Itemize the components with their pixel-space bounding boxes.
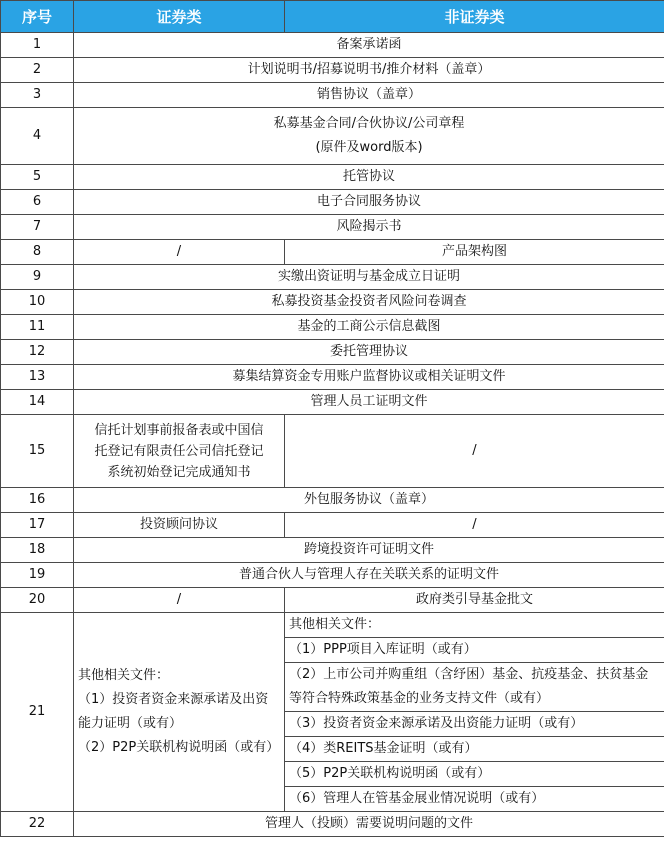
row-no: 2 (1, 58, 74, 83)
row-securities-other-files (74, 613, 285, 812)
row-text: 实缴出资证明与基金成立日证明 (74, 265, 664, 290)
table-row (1, 58, 664, 83)
table-row (1, 315, 664, 340)
row-no: 3 (1, 83, 74, 108)
table-row (1, 588, 664, 613)
row-text: 私募投资基金投资者风险问卷调查 (74, 290, 664, 315)
row-no: 5 (1, 165, 74, 190)
row-no: 17 (1, 513, 74, 538)
other-files-item: （5）P2P关联机构说明函（或有） (285, 762, 664, 787)
table-row (1, 365, 664, 390)
row-text: 普通合伙人与管理人存在关联关系的证明文件 (74, 563, 664, 588)
row-text: 管理人（投顾）需要说明问题的文件 (74, 812, 664, 837)
row-no: 14 (1, 390, 74, 415)
row-no: 11 (1, 315, 74, 340)
table-row (1, 215, 664, 240)
row-no: 6 (1, 190, 74, 215)
row-text-line2: (原件及word版本) (315, 140, 423, 155)
other-files-item: （3）投资者资金来源承诺及出资能力证明（或有） (285, 712, 664, 737)
table-row (1, 812, 664, 837)
row-securities-line1: 信托计划事前报备表或中国信 (94, 422, 264, 438)
table-row (1, 613, 664, 638)
row-no: 21 (1, 613, 74, 812)
row-no: 15 (1, 415, 74, 488)
other-files-item: （4）类REITS基金证明（或有） (285, 737, 664, 762)
row-text: 电子合同服务协议 (74, 190, 664, 215)
row-no: 13 (1, 365, 74, 390)
row-no: 4 (1, 108, 74, 165)
row-securities-line3: 系统初始登记完成通知书 (107, 464, 251, 480)
row-no: 9 (1, 265, 74, 290)
header-no: 序号 (1, 1, 74, 33)
table-row (1, 390, 664, 415)
row-securities-line2: 托登记有限责任公司信托登记 (94, 443, 264, 459)
row-no: 16 (1, 488, 74, 513)
row-securities: / (74, 240, 285, 265)
table-row (1, 240, 664, 265)
row-text: 管理人员工证明文件 (74, 390, 664, 415)
table-row (1, 190, 664, 215)
row-no: 22 (1, 812, 74, 837)
row-text: 募集结算资金专用账户监督协议或相关证明文件 (74, 365, 664, 390)
row-non-securities: / (285, 513, 664, 538)
table-row (1, 415, 664, 488)
header-row (1, 1, 664, 33)
table-row (1, 165, 664, 190)
table-row (1, 538, 664, 563)
row-no: 7 (1, 215, 74, 240)
other-files-item: （2）P2P关联机构说明函（或有） (78, 740, 280, 755)
row-text: 外包服务协议（盖章） (74, 488, 664, 513)
row-securities-multiline (74, 415, 285, 488)
row-no: 12 (1, 340, 74, 365)
row-non-securities: 政府类引导基金批文 (285, 588, 664, 613)
header-securities: 证券类 (74, 1, 285, 33)
table-row (1, 340, 664, 365)
other-files-item: （2）上市公司并购重组（含纾困）基金、抗疫基金、扶贫基金等符合特殊政策基金的业务支持文件（或有） (285, 663, 664, 712)
row-securities: 投资顾问协议 (74, 513, 285, 538)
row-non-securities: 产品架构图 (285, 240, 664, 265)
row-no: 18 (1, 538, 74, 563)
other-files-item: （6）管理人在管基金展业情况说明（或有） (285, 787, 664, 812)
row-text: 备案承诺函 (74, 33, 664, 58)
row-non-securities: / (285, 415, 664, 488)
table-row (1, 563, 664, 588)
row-text: 托管协议 (74, 165, 664, 190)
other-files-title: 其他相关文件： (78, 668, 170, 683)
row-text: 基金的工商公示信息截图 (74, 315, 664, 340)
row-text: 销售协议（盖章） (74, 83, 664, 108)
table-row (1, 33, 664, 58)
row-securities: / (74, 588, 285, 613)
row-no: 19 (1, 563, 74, 588)
other-files-title: 其他相关文件： (285, 613, 664, 638)
other-files-item: （1）PPP项目入库证明（或有） (285, 638, 664, 663)
row-text-line1: 私募基金合同/合伙协议/公司章程 (273, 116, 465, 131)
table-row (1, 290, 664, 315)
row-no: 1 (1, 33, 74, 58)
header-non-securities: 非证券类 (285, 1, 664, 33)
other-files-item: （1）投资者资金来源承诺及出资能力证明（或有） (78, 692, 269, 731)
row-text: 风险揭示书 (74, 215, 664, 240)
table-row (1, 513, 664, 538)
table-row (1, 488, 664, 513)
table-row (1, 265, 664, 290)
table-row (1, 83, 664, 108)
row-text-multiline (74, 108, 664, 165)
row-no: 20 (1, 588, 74, 613)
row-text: 委托管理协议 (74, 340, 664, 365)
row-no: 10 (1, 290, 74, 315)
row-text: 计划说明书/招募说明书/推介材料（盖章） (74, 58, 664, 83)
row-no: 8 (1, 240, 74, 265)
table-row (1, 108, 664, 165)
row-text: 跨境投资许可证明文件 (74, 538, 664, 563)
